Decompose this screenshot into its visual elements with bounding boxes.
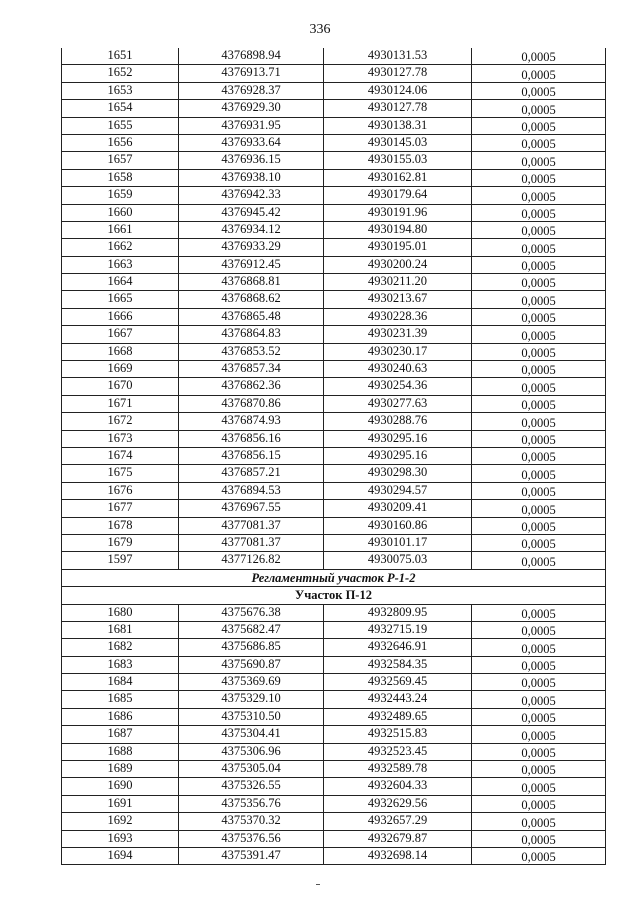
accuracy-value: 0,0005	[472, 343, 606, 360]
y-coordinate: 4932584.35	[324, 656, 472, 673]
table-row	[62, 221, 606, 238]
point-number: 1692	[62, 813, 179, 830]
x-coordinate: 4376853.52	[179, 343, 324, 360]
x-coordinate: 4375690.87	[179, 656, 324, 673]
point-number: 1670	[62, 378, 179, 395]
x-coordinate: 4375370.32	[179, 813, 324, 830]
coordinates-table	[61, 48, 606, 865]
y-coordinate: 4930213.67	[324, 291, 472, 308]
x-coordinate: 4376856.15	[179, 447, 324, 464]
accuracy-value: 0,0005	[472, 413, 606, 430]
table-row	[62, 656, 606, 673]
accuracy-value: 0,0005	[472, 447, 606, 464]
point-number: 1694	[62, 847, 179, 864]
x-coordinate: 4375305.04	[179, 761, 324, 778]
table-row	[62, 534, 606, 551]
point-number: 1654	[62, 100, 179, 117]
point-number: 1680	[62, 604, 179, 621]
y-coordinate: 4930228.36	[324, 308, 472, 325]
y-coordinate: 4932629.56	[324, 795, 472, 812]
accuracy-value: 0,0005	[472, 691, 606, 708]
y-coordinate: 4930160.86	[324, 517, 472, 534]
point-number: 1658	[62, 169, 179, 186]
y-coordinate: 4932809.95	[324, 604, 472, 621]
point-number: 1597	[62, 552, 179, 569]
table-row	[62, 482, 606, 499]
x-coordinate: 4376938.10	[179, 169, 324, 186]
y-coordinate: 4930145.03	[324, 134, 472, 151]
y-coordinate: 4932589.78	[324, 761, 472, 778]
accuracy-value: 0,0005	[472, 639, 606, 656]
table-row	[62, 795, 606, 812]
x-coordinate: 4376862.36	[179, 378, 324, 395]
accuracy-value: 0,0005	[472, 169, 606, 186]
coordinates-rows-before	[62, 48, 606, 569]
x-coordinate: 4375356.76	[179, 795, 324, 812]
table-row	[62, 830, 606, 847]
x-coordinate: 4376933.64	[179, 134, 324, 151]
table-row	[62, 274, 606, 291]
x-coordinate: 4376874.93	[179, 413, 324, 430]
table-row	[62, 378, 606, 395]
table-row	[62, 813, 606, 830]
y-coordinate: 4932569.45	[324, 674, 472, 691]
point-number: 1685	[62, 691, 179, 708]
table-row	[62, 465, 606, 482]
y-coordinate: 4930211.20	[324, 274, 472, 291]
table-row	[62, 500, 606, 517]
accuracy-value: 0,0005	[472, 430, 606, 447]
point-number: 1655	[62, 117, 179, 134]
x-coordinate: 4375682.47	[179, 621, 324, 638]
table-row	[62, 239, 606, 256]
table-row	[62, 639, 606, 656]
x-coordinate: 4376865.48	[179, 308, 324, 325]
y-coordinate: 4930075.03	[324, 552, 472, 569]
point-number: 1662	[62, 239, 179, 256]
accuracy-value: 0,0005	[472, 761, 606, 778]
accuracy-value: 0,0005	[472, 48, 606, 65]
y-coordinate: 4932515.83	[324, 726, 472, 743]
accuracy-value: 0,0005	[472, 656, 606, 673]
table-row	[62, 326, 606, 343]
x-coordinate: 4376857.34	[179, 361, 324, 378]
point-number: 1659	[62, 187, 179, 204]
accuracy-value: 0,0005	[472, 291, 606, 308]
accuracy-value: 0,0005	[472, 187, 606, 204]
subsection-title: Участок П-12	[62, 587, 606, 604]
table-row	[62, 152, 606, 169]
page-number: 336	[309, 22, 331, 37]
x-coordinate: 4376857.21	[179, 465, 324, 482]
accuracy-value: 0,0005	[472, 726, 606, 743]
y-coordinate: 4930179.64	[324, 187, 472, 204]
point-number: 1687	[62, 726, 179, 743]
point-number: 1686	[62, 708, 179, 725]
table-row	[62, 847, 606, 864]
point-number: 1671	[62, 395, 179, 412]
x-coordinate: 4376912.45	[179, 256, 324, 273]
table-row	[62, 604, 606, 621]
y-coordinate: 4930155.03	[324, 152, 472, 169]
accuracy-value: 0,0005	[472, 482, 606, 499]
point-number: 1656	[62, 134, 179, 151]
x-coordinate: 4375676.38	[179, 604, 324, 621]
y-coordinate: 4932657.29	[324, 813, 472, 830]
x-coordinate: 4376942.33	[179, 187, 324, 204]
section-row	[62, 569, 606, 586]
accuracy-value: 0,0005	[472, 534, 606, 551]
accuracy-value: 0,0005	[472, 308, 606, 325]
accuracy-value: 0,0005	[472, 500, 606, 517]
y-coordinate: 4930127.78	[324, 100, 472, 117]
table-row	[62, 726, 606, 743]
accuracy-value: 0,0005	[472, 395, 606, 412]
point-number: 1664	[62, 274, 179, 291]
table-row	[62, 361, 606, 378]
point-number: 1667	[62, 326, 179, 343]
point-number: 1653	[62, 82, 179, 99]
point-number: 1674	[62, 447, 179, 464]
table-row	[62, 552, 606, 569]
accuracy-value: 0,0005	[472, 465, 606, 482]
point-number: 1684	[62, 674, 179, 691]
y-coordinate: 4932523.45	[324, 743, 472, 760]
table-row	[62, 430, 606, 447]
x-coordinate: 4376936.15	[179, 152, 324, 169]
point-number: 1666	[62, 308, 179, 325]
accuracy-value: 0,0005	[472, 221, 606, 238]
x-coordinate: 4375310.50	[179, 708, 324, 725]
x-coordinate: 4376856.16	[179, 430, 324, 447]
coordinates-rows-after	[62, 604, 606, 865]
x-coordinate: 4375369.69	[179, 674, 324, 691]
accuracy-value: 0,0005	[472, 326, 606, 343]
y-coordinate: 4932679.87	[324, 830, 472, 847]
x-coordinate: 4376967.55	[179, 500, 324, 517]
accuracy-value: 0,0005	[472, 100, 606, 117]
y-coordinate: 4930277.63	[324, 395, 472, 412]
y-coordinate: 4932698.14	[324, 847, 472, 864]
x-coordinate: 4375376.56	[179, 830, 324, 847]
accuracy-value: 0,0005	[472, 152, 606, 169]
point-number: 1682	[62, 639, 179, 656]
point-number: 1693	[62, 830, 179, 847]
y-coordinate: 4930194.80	[324, 221, 472, 238]
point-number: 1661	[62, 221, 179, 238]
table-row	[62, 134, 606, 151]
table-row	[62, 395, 606, 412]
x-coordinate: 4376898.94	[179, 48, 324, 65]
point-number: 1651	[62, 48, 179, 65]
table-row	[62, 82, 606, 99]
accuracy-value: 0,0005	[472, 674, 606, 691]
accuracy-value: 0,0005	[472, 82, 606, 99]
accuracy-value: 0,0005	[472, 65, 606, 82]
y-coordinate: 4930191.96	[324, 204, 472, 221]
y-coordinate: 4930138.31	[324, 117, 472, 134]
accuracy-value: 0,0005	[472, 239, 606, 256]
y-coordinate: 4930124.06	[324, 82, 472, 99]
y-coordinate: 4930231.39	[324, 326, 472, 343]
point-number: 1678	[62, 517, 179, 534]
point-number: 1665	[62, 291, 179, 308]
y-coordinate: 4930162.81	[324, 169, 472, 186]
point-number: 1672	[62, 413, 179, 430]
x-coordinate: 4377081.37	[179, 517, 324, 534]
point-number: 1677	[62, 500, 179, 517]
accuracy-value: 0,0005	[472, 552, 606, 569]
point-number: 1679	[62, 534, 179, 551]
table-row	[62, 761, 606, 778]
table-row	[62, 743, 606, 760]
section-title: Регламентный участок Р-1-2	[62, 569, 606, 586]
accuracy-value: 0,0005	[472, 621, 606, 638]
point-number: 1690	[62, 778, 179, 795]
accuracy-value: 0,0005	[472, 256, 606, 273]
table-row	[62, 100, 606, 117]
point-number: 1668	[62, 343, 179, 360]
accuracy-value: 0,0005	[472, 204, 606, 221]
table-row	[62, 256, 606, 273]
x-coordinate: 4376945.42	[179, 204, 324, 221]
point-number: 1663	[62, 256, 179, 273]
x-coordinate: 4376934.12	[179, 221, 324, 238]
point-number: 1669	[62, 361, 179, 378]
table-row	[62, 621, 606, 638]
table-row	[62, 343, 606, 360]
y-coordinate: 4930298.30	[324, 465, 472, 482]
accuracy-value: 0,0005	[472, 795, 606, 812]
point-number: 1691	[62, 795, 179, 812]
table-row	[62, 169, 606, 186]
point-number: 1676	[62, 482, 179, 499]
accuracy-value: 0,0005	[472, 117, 606, 134]
x-coordinate: 4375686.85	[179, 639, 324, 656]
point-number: 1652	[62, 65, 179, 82]
table-row	[62, 117, 606, 134]
x-coordinate: 4376929.30	[179, 100, 324, 117]
table-row	[62, 447, 606, 464]
table-row	[62, 291, 606, 308]
accuracy-value: 0,0005	[472, 743, 606, 760]
y-coordinate: 4932646.91	[324, 639, 472, 656]
x-coordinate: 4376913.71	[179, 65, 324, 82]
table-row	[62, 187, 606, 204]
x-coordinate: 4375329.10	[179, 691, 324, 708]
point-number: 1683	[62, 656, 179, 673]
x-coordinate: 4376894.53	[179, 482, 324, 499]
accuracy-value: 0,0005	[472, 274, 606, 291]
point-number: 1657	[62, 152, 179, 169]
accuracy-value: 0,0005	[472, 813, 606, 830]
x-coordinate: 4375306.96	[179, 743, 324, 760]
x-coordinate: 4375391.47	[179, 847, 324, 864]
accuracy-value: 0,0005	[472, 134, 606, 151]
point-number: 1673	[62, 430, 179, 447]
table-row	[62, 691, 606, 708]
accuracy-value: 0,0005	[472, 604, 606, 621]
y-coordinate: 4930195.01	[324, 239, 472, 256]
x-coordinate: 4376933.29	[179, 239, 324, 256]
x-coordinate: 4377126.82	[179, 552, 324, 569]
accuracy-value: 0,0005	[472, 778, 606, 795]
point-number: 1681	[62, 621, 179, 638]
table-row	[62, 517, 606, 534]
y-coordinate: 4932443.24	[324, 691, 472, 708]
y-coordinate: 4932715.19	[324, 621, 472, 638]
y-coordinate: 4930295.16	[324, 447, 472, 464]
accuracy-value: 0,0005	[472, 830, 606, 847]
table-row	[62, 204, 606, 221]
table-row	[62, 778, 606, 795]
table-row	[62, 413, 606, 430]
x-coordinate: 4377081.37	[179, 534, 324, 551]
table-row	[62, 48, 606, 65]
accuracy-value: 0,0005	[472, 361, 606, 378]
point-number: 1688	[62, 743, 179, 760]
x-coordinate: 4376868.81	[179, 274, 324, 291]
point-number: 1675	[62, 465, 179, 482]
y-coordinate: 4930209.41	[324, 500, 472, 517]
x-coordinate: 4376931.95	[179, 117, 324, 134]
x-coordinate: 4376870.86	[179, 395, 324, 412]
section-header-group	[62, 569, 606, 604]
x-coordinate: 4375326.55	[179, 778, 324, 795]
table-row	[62, 674, 606, 691]
subsection-row	[62, 587, 606, 604]
table-row	[62, 308, 606, 325]
x-coordinate: 4376864.83	[179, 326, 324, 343]
y-coordinate: 4930131.53	[324, 48, 472, 65]
y-coordinate: 4932604.33	[324, 778, 472, 795]
y-coordinate: 4930101.17	[324, 534, 472, 551]
y-coordinate: 4930200.24	[324, 256, 472, 273]
y-coordinate: 4930288.76	[324, 413, 472, 430]
y-coordinate: 4930240.63	[324, 361, 472, 378]
point-number: 1689	[62, 761, 179, 778]
x-coordinate: 4376928.37	[179, 82, 324, 99]
accuracy-value: 0,0005	[472, 847, 606, 864]
y-coordinate: 4930254.36	[324, 378, 472, 395]
y-coordinate: 4930294.57	[324, 482, 472, 499]
table-row	[62, 708, 606, 725]
bottom-mark	[316, 884, 320, 885]
x-coordinate: 4375304.41	[179, 726, 324, 743]
y-coordinate: 4932489.65	[324, 708, 472, 725]
table-row	[62, 65, 606, 82]
accuracy-value: 0,0005	[472, 708, 606, 725]
point-number: 1660	[62, 204, 179, 221]
y-coordinate: 4930295.16	[324, 430, 472, 447]
accuracy-value: 0,0005	[472, 378, 606, 395]
y-coordinate: 4930127.78	[324, 65, 472, 82]
y-coordinate: 4930230.17	[324, 343, 472, 360]
accuracy-value: 0,0005	[472, 517, 606, 534]
x-coordinate: 4376868.62	[179, 291, 324, 308]
